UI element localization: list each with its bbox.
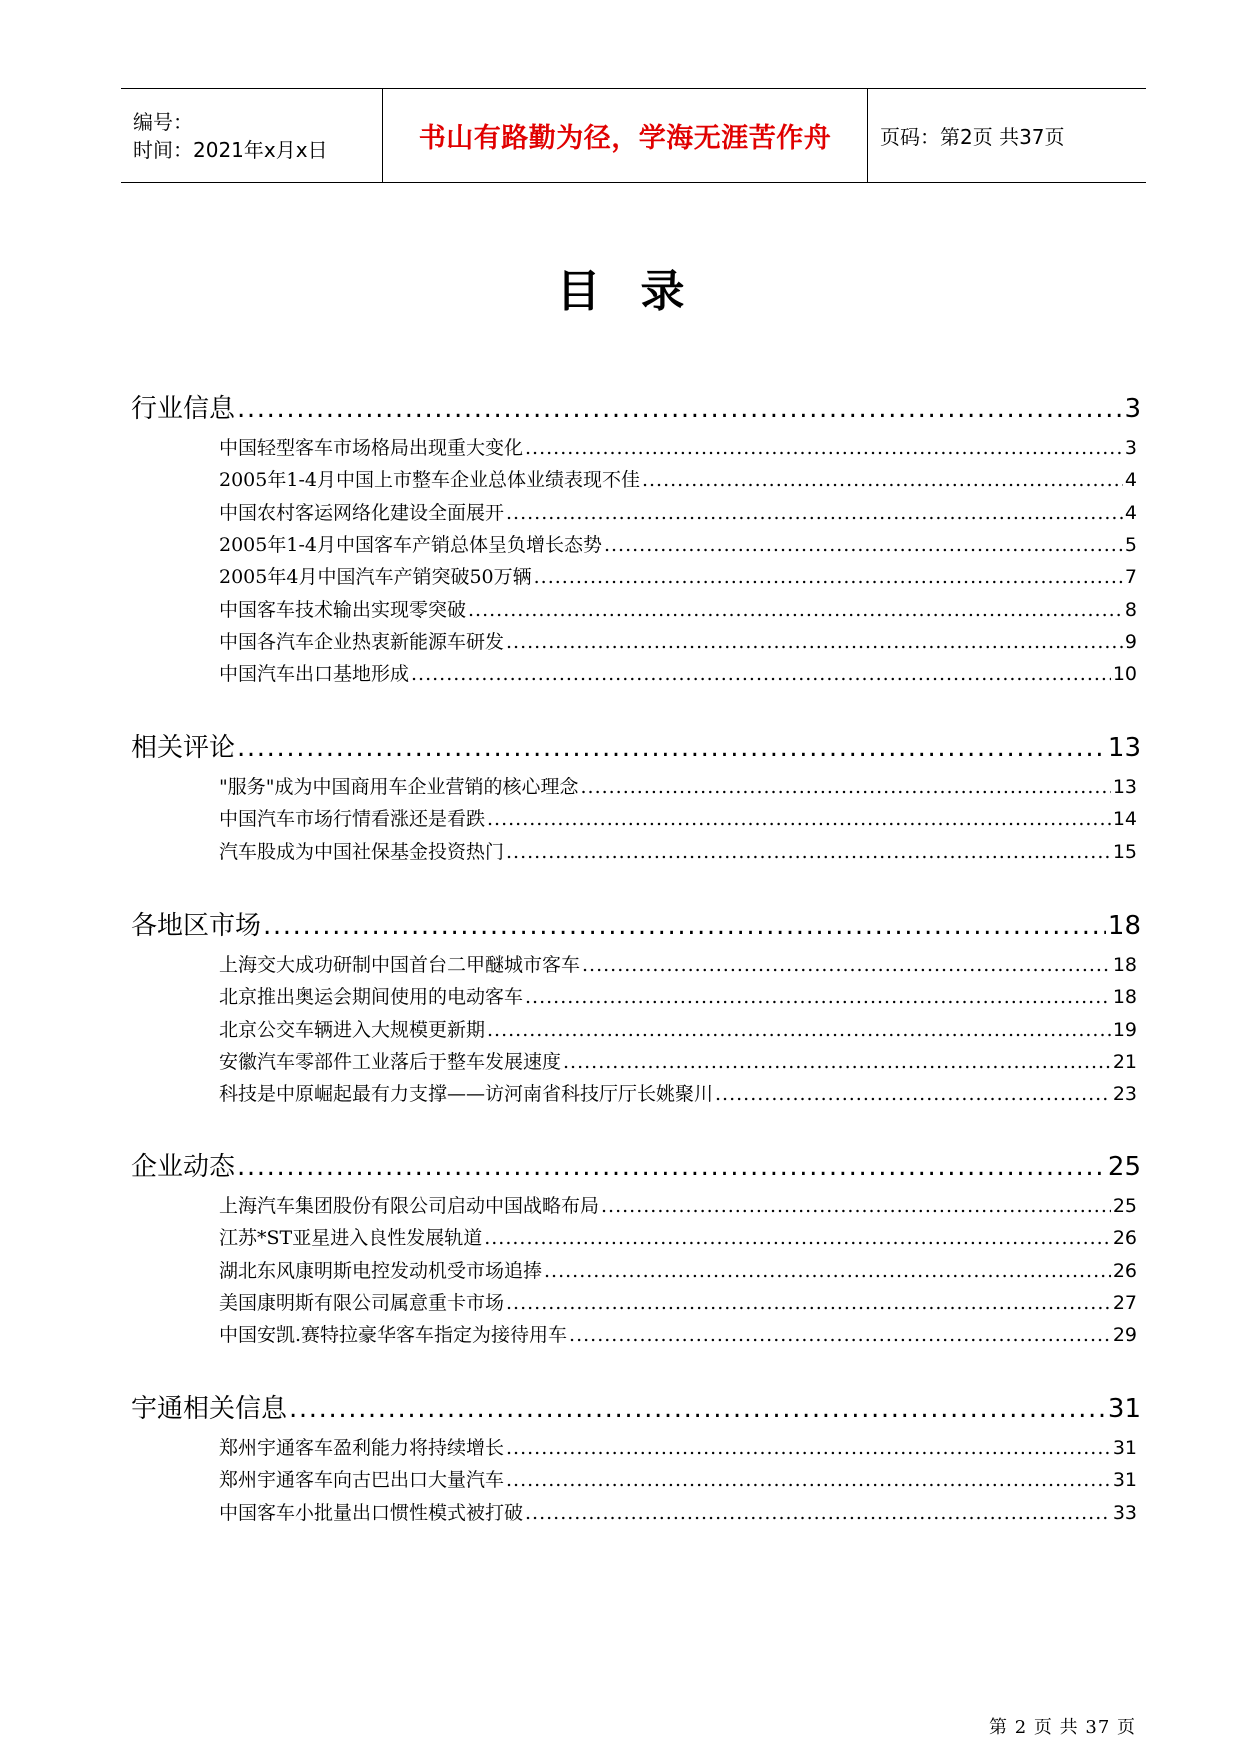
toc-dot-leader: [604, 534, 1123, 556]
toc-item-title: 江苏*ST亚星进入良性发展轨道: [219, 1227, 483, 1249]
toc-item-title: 中国汽车市场行情看涨还是看跌: [219, 808, 486, 830]
toc-item-title: 湖北东风康明斯电控发动机受市场追捧: [219, 1260, 543, 1282]
toc-item-title: 上海交大成功研制中国首台二甲醚城市客车: [219, 954, 581, 976]
toc-item-page: 3: [1124, 437, 1137, 459]
toc-item-page: 25: [1112, 1195, 1137, 1217]
toc-item-title: 中国客车小批量出口惯性模式被打破: [219, 1502, 524, 1524]
toc-section-page: 18: [1107, 911, 1141, 941]
toc-item-page: 31: [1112, 1437, 1137, 1459]
toc-item-page: 18: [1112, 954, 1137, 976]
toc-item-title: 美国康明斯有限公司属意重卡市场: [219, 1292, 505, 1314]
toc-item-page: 29: [1112, 1324, 1137, 1346]
toc-item-page: 31: [1112, 1469, 1137, 1491]
toc-dot-leader: [601, 1195, 1111, 1217]
toc-dot-leader: [506, 841, 1111, 863]
toc-dot-leader: [642, 469, 1123, 491]
toc-item-page: 18: [1112, 986, 1137, 1008]
toc-item-entry[interactable]: [219, 498, 1137, 526]
toc-item-title: 中国轻型客车市场格局出现重大变化: [219, 437, 524, 459]
toc-dot-leader: [563, 1051, 1111, 1073]
toc-item-page: 10: [1112, 663, 1137, 685]
toc-dot-leader: [544, 1260, 1111, 1282]
toc-item-title: 汽车股成为中国社保基金投资热门: [219, 841, 505, 863]
toc-item-entry[interactable]: [219, 465, 1137, 493]
toc-item-entry[interactable]: [219, 1465, 1137, 1493]
toc-section-entry[interactable]: [131, 1146, 1141, 1182]
toc-dot-leader: [534, 566, 1123, 588]
toc-dot-leader: [525, 437, 1123, 459]
toc-item-entry[interactable]: [219, 562, 1137, 590]
toc-item-title: 2005年1-4月中国上市整车企业总体业绩表现不佳: [219, 469, 640, 491]
toc-dot-leader: [582, 954, 1111, 976]
toc-item-title: 上海汽车集团股份有限公司启动中国战略布局: [219, 1195, 600, 1217]
toc-item-entry[interactable]: [219, 1015, 1137, 1043]
toc-item-title: 2005年4月中国汽车产销突破50万辆: [219, 566, 532, 588]
toc-item-entry[interactable]: [219, 1079, 1137, 1107]
toc-item-entry[interactable]: [219, 1498, 1137, 1526]
toc-item-title: 中国安凯.赛特拉豪华客车指定为接待用车: [219, 1324, 568, 1346]
toc-dot-leader: [525, 1502, 1111, 1524]
toc-dot-leader: [506, 1437, 1111, 1459]
toc-item-entry[interactable]: [219, 1320, 1137, 1348]
toc-item-title: 北京推出奥运会期间使用的电动客车: [219, 986, 524, 1008]
toc-item-entry[interactable]: [219, 982, 1137, 1010]
toc-dot-leader: [237, 733, 1106, 763]
toc-item-title: 中国汽车出口基地形成: [219, 663, 410, 685]
toc-item-entry[interactable]: [219, 1191, 1137, 1219]
toc-item-entry[interactable]: [219, 659, 1137, 687]
toc-item-page: 8: [1124, 599, 1137, 621]
toc-dot-leader: [715, 1083, 1111, 1105]
toc-section-title: 企业动态: [131, 1152, 236, 1182]
toc-item-entry[interactable]: [219, 627, 1137, 655]
toc-item-title: 北京公交车辆进入大规模更新期: [219, 1019, 486, 1041]
toc-item-entry[interactable]: [219, 1047, 1137, 1075]
toc-section-page: 25: [1107, 1152, 1141, 1182]
toc-dot-leader: [487, 1019, 1111, 1041]
toc-item-title: 中国各汽车企业热衷新能源车研发: [219, 631, 505, 653]
toc-section-entry[interactable]: [131, 727, 1141, 763]
toc-item-entry[interactable]: [219, 772, 1137, 800]
toc-item-page: 19: [1112, 1019, 1137, 1041]
toc-dot-leader: [237, 1152, 1106, 1182]
header-motto-cell: [383, 89, 868, 182]
header-page-cell: [868, 89, 1146, 182]
toc-dot-leader: [506, 631, 1123, 653]
toc-item-entry[interactable]: [219, 804, 1137, 832]
toc-dot-leader: [484, 1227, 1111, 1249]
toc-item-entry[interactable]: [219, 950, 1137, 978]
toc-item-page: 23: [1112, 1083, 1137, 1105]
toc-section-title: 相关评论: [131, 733, 236, 763]
toc-section-title: 各地区市场: [131, 911, 262, 941]
toc-item-page: 4: [1124, 502, 1137, 524]
toc-dot-leader: [237, 394, 1122, 424]
toc-item-title: 科技是中原崛起最有力支撑——访河南省科技厅厅长姚聚川: [219, 1083, 714, 1105]
toc-dot-leader: [506, 1469, 1111, 1491]
toc-item-entry[interactable]: [219, 1223, 1137, 1251]
toc-item-page: 5: [1124, 534, 1137, 556]
toc-dot-leader: [525, 986, 1111, 1008]
page-footer: 第 2 页 共 37 页: [989, 1717, 1136, 1738]
toc-section-page: 13: [1107, 733, 1141, 763]
document-header: [121, 88, 1146, 183]
toc-dot-leader: [506, 1292, 1111, 1314]
toc-item-entry[interactable]: [219, 595, 1137, 623]
toc-item-page: 26: [1112, 1227, 1137, 1249]
toc-item-entry[interactable]: [219, 837, 1137, 865]
toc-dot-leader: [569, 1324, 1111, 1346]
header-motto: 书山有路勤为径，学海无涯苦作舟: [418, 123, 832, 154]
toc-item-title: "服务"成为中国商用车企业营销的核心理念: [219, 776, 579, 798]
toc-item-page: 14: [1112, 808, 1137, 830]
toc-dot-leader: [263, 911, 1106, 941]
toc-section-page: 31: [1107, 1394, 1141, 1424]
toc-section-entry[interactable]: [131, 1388, 1141, 1424]
toc-item-entry[interactable]: [219, 530, 1137, 558]
toc-item-page: 27: [1112, 1292, 1137, 1314]
toc-dot-leader: [487, 808, 1111, 830]
toc-item-page: 13: [1112, 776, 1137, 798]
toc-dot-leader: [506, 502, 1123, 524]
toc-item-title: 郑州宇通客车向古巴出口大量汽车: [219, 1469, 505, 1491]
document-number-label: 编号：: [133, 109, 193, 134]
toc-item-title: 中国客车技术输出实现零突破: [219, 599, 467, 621]
toc-item-entry[interactable]: [219, 433, 1137, 461]
header-left-cell: [121, 89, 383, 182]
toc-dot-leader: [411, 663, 1111, 685]
toc-title: 目录: [556, 266, 725, 317]
toc-section-page: 3: [1124, 394, 1141, 424]
toc-section-entry[interactable]: [131, 388, 1141, 424]
toc-section-title: 宇通相关信息: [131, 1394, 288, 1424]
header-page-label: 页码：第2页 共37页: [880, 125, 1065, 149]
toc-section-entry[interactable]: [131, 905, 1141, 941]
document-time-label: 时间：2021年x月x日: [133, 137, 328, 162]
toc-item-page: 21: [1112, 1051, 1137, 1073]
toc-item-title: 2005年1-4月中国客车产销总体呈负增长态势: [219, 534, 602, 556]
toc-item-entry[interactable]: [219, 1288, 1137, 1316]
toc-item-entry[interactable]: [219, 1433, 1137, 1461]
toc-section-title: 行业信息: [131, 394, 236, 424]
toc-dot-leader: [468, 599, 1123, 621]
toc-item-page: 15: [1112, 841, 1137, 863]
toc-item-page: 4: [1124, 469, 1137, 491]
toc-item-page: 26: [1112, 1260, 1137, 1282]
toc-item-title: 安徽汽车零部件工业落后于整车发展速度: [219, 1051, 562, 1073]
toc-item-entry[interactable]: [219, 1256, 1137, 1284]
toc-item-page: 33: [1112, 1502, 1137, 1524]
toc-item-title: 郑州宇通客车盈利能力将持续增长: [219, 1437, 505, 1459]
toc-dot-leader: [289, 1394, 1106, 1424]
toc-dot-leader: [580, 776, 1110, 798]
toc-item-title: 中国农村客运网络化建设全面展开: [219, 502, 505, 524]
toc-item-page: 9: [1124, 631, 1137, 653]
toc-item-page: 7: [1124, 566, 1137, 588]
